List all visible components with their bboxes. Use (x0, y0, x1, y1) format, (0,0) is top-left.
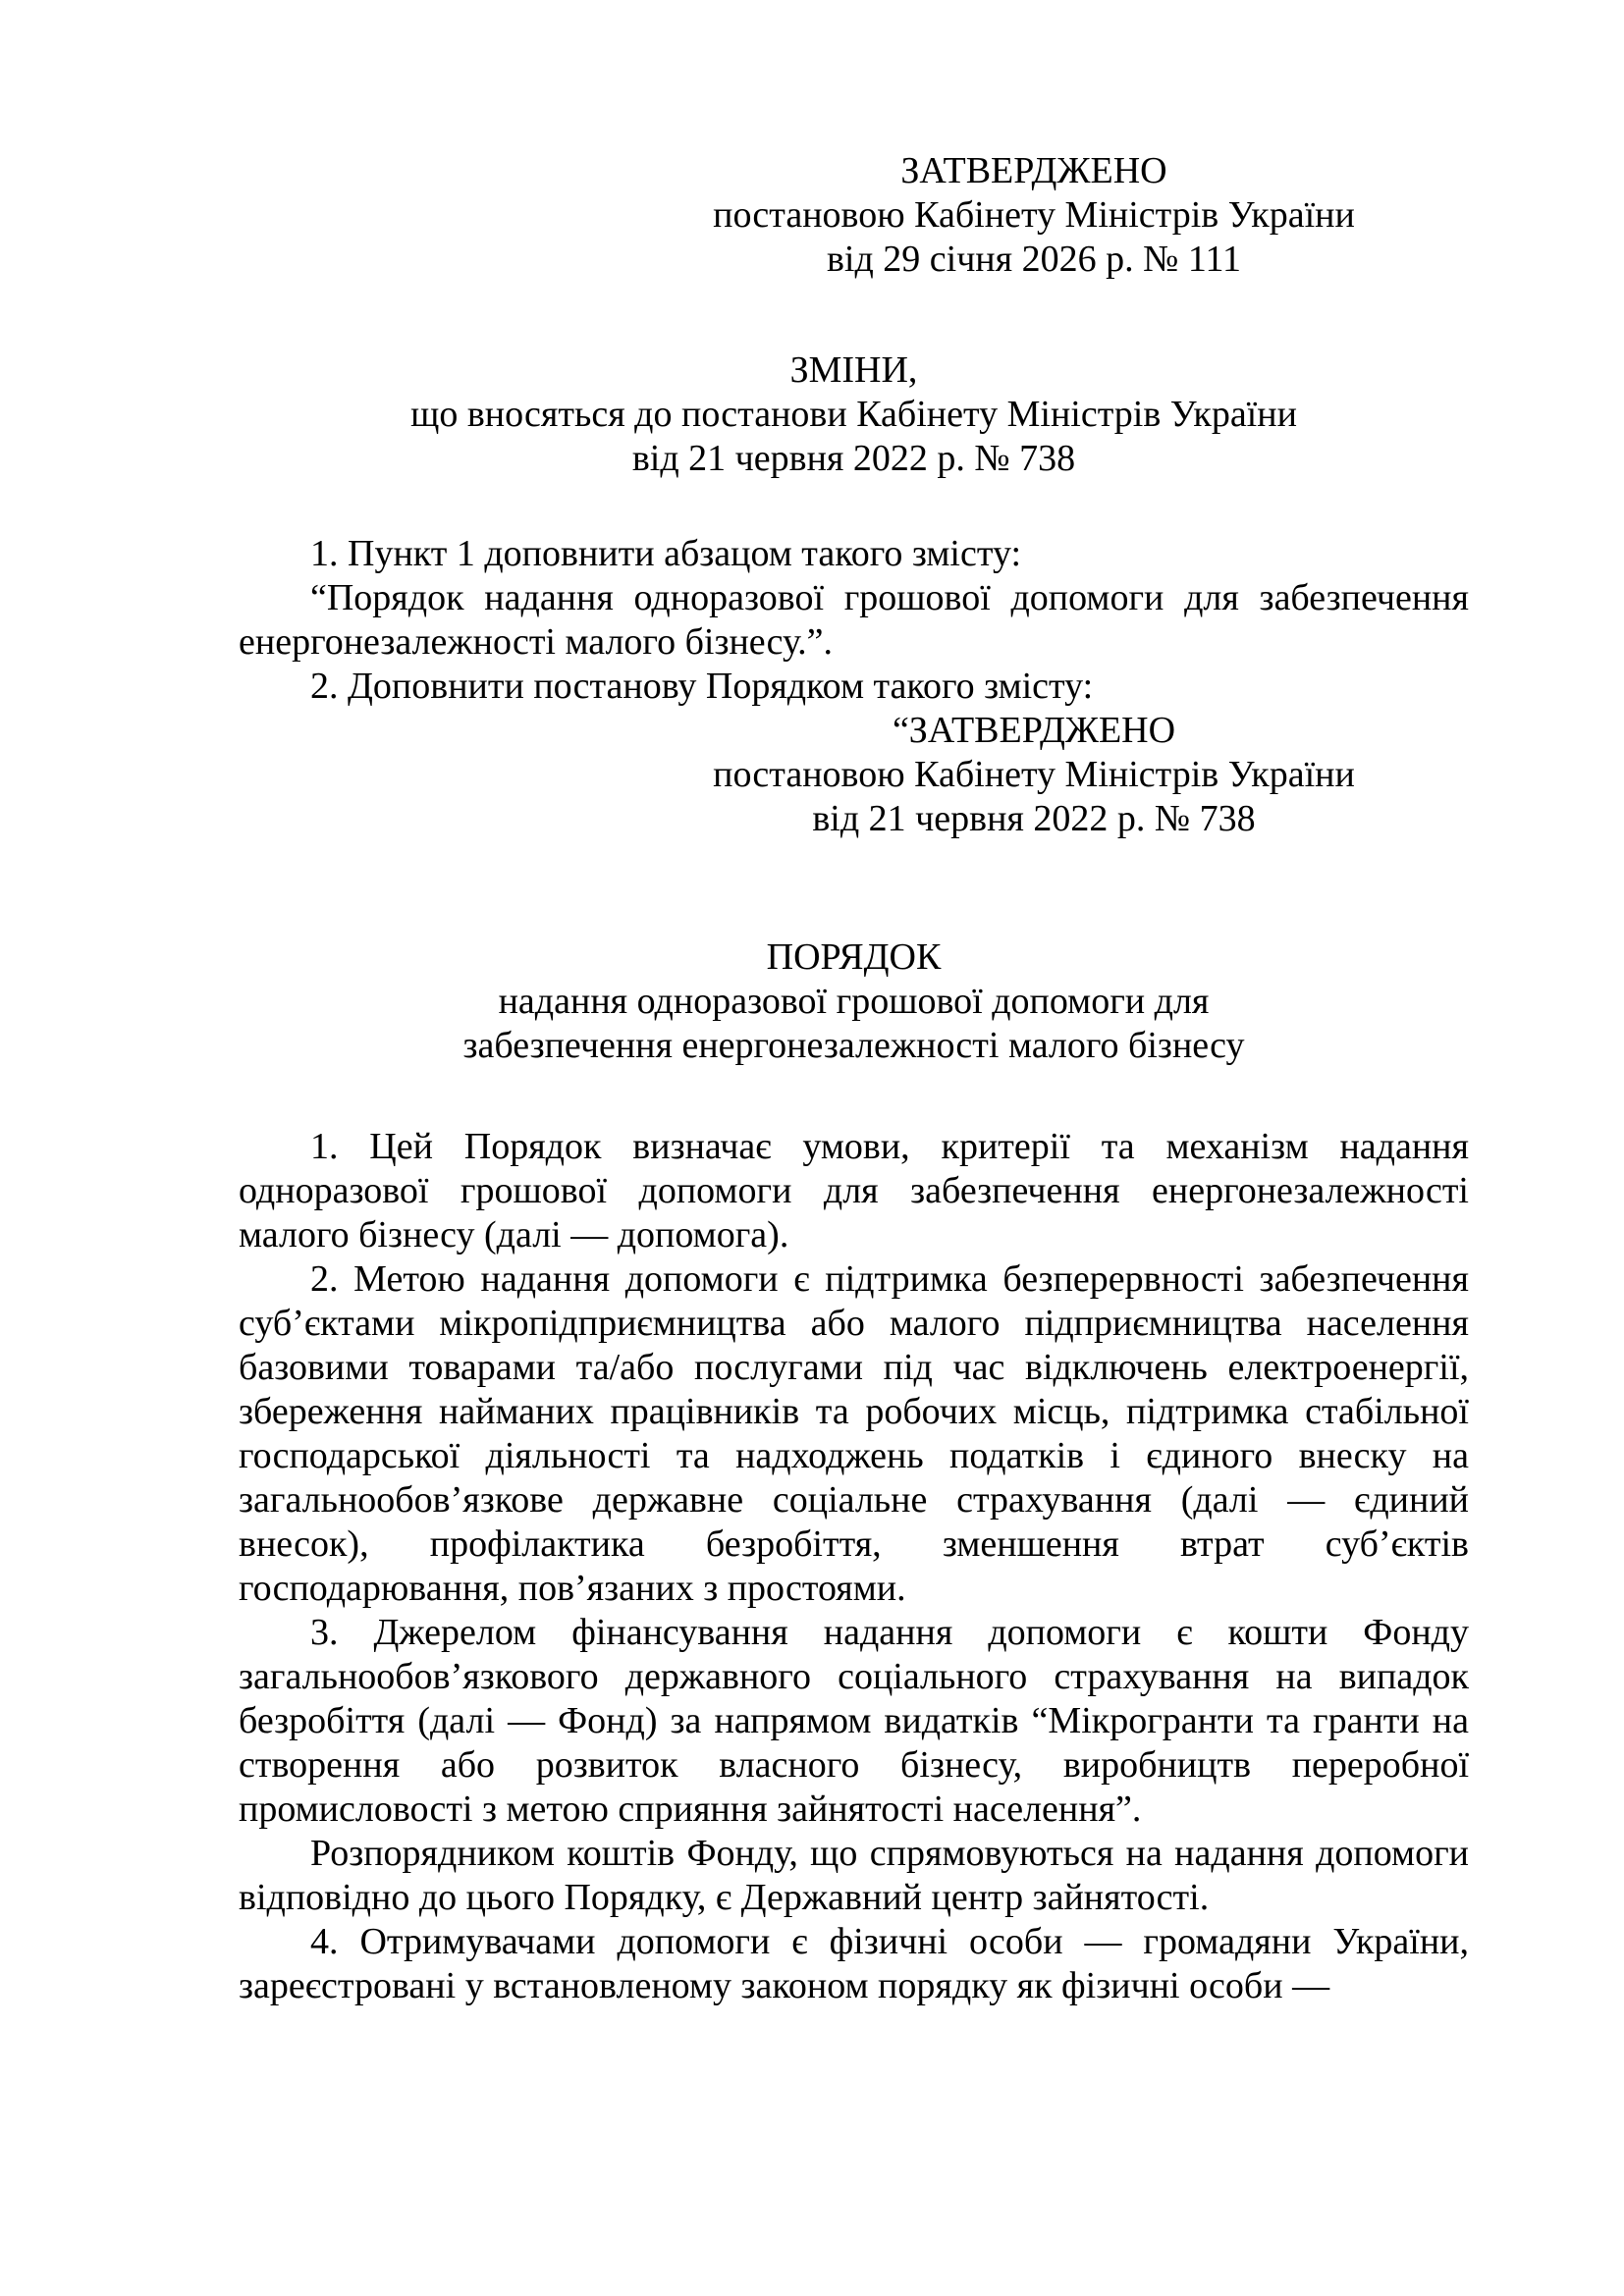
changes-heading-line-3: від 21 червня 2022 р. № 738 (631, 438, 1076, 479)
approval-top-line-3: від 29 січня 2026 р. № 111 (826, 239, 1242, 280)
approval-inner-line-2: постановою Кабінету Міністрів України (713, 754, 1355, 795)
approval-inner-line-3: від 21 червня 2022 р. № 738 (812, 798, 1256, 839)
order-paragraph-3a: Розпорядником коштів Фонду, що спрямовуються на надання допомоги відповідно до цього Порядку, є Державний центр зайнятості. (239, 1833, 1469, 1918)
clause-1-quoted-text: “Порядок надання одноразової грошової допомоги для забезпечення енергонезалежності малого бізнесу.”. (239, 577, 1469, 663)
order-paragraph-1: 1. Цей Порядок визначає умови, критерії та механізм надання одноразової грошової допомоги для забезпечення енергонезалежності малого бізнесу (далі — допомога). (239, 1126, 1469, 1255)
approval-inner-line-1: “ЗАТВЕРДЖЕНО (892, 710, 1176, 751)
approval-stamp-top (690, 149, 1378, 282)
changes-heading-line-1: ЗМІНИ, (789, 349, 918, 391)
approval-top-line-2: постановою Кабінету Міністрів України (713, 194, 1355, 236)
order-heading-line-3: забезпечення енергонезалежності малого бізнесу (462, 1025, 1245, 1066)
order-paragraph-4: 4. Отримувачами допомоги є фізичні особи — громадяни України, зареєстровані у встановленому законом порядку як фізичні особи — (239, 1921, 1469, 2006)
changes-heading-line-2: що вносяться до постанови Кабінету Міністрів України (410, 394, 1297, 435)
order-heading-line-1: ПОРЯДОК (766, 936, 942, 978)
clause-2: 2. Доповнити постанову Порядком такого змісту: (310, 666, 1094, 707)
order-heading (239, 935, 1469, 1068)
order-heading-line-2: надання одноразової грошової допомоги для (498, 981, 1210, 1022)
order-paragraph-2: 2. Метою надання допомоги є підтримка безперервності забезпечення суб’єктами мікропідприємництва або малого підприємництва населення базовими товарами та/або послугами під час відключень електроенергії, збереження найманих працівників та робочих місць, підтримка стабільної господарської діяльності та надходжень податків і єдиного внеску на загальнообов’язкове державне соціальне страхування (далі — єдиний внесок), профілактика безробіття, зменшення втрат суб’єктів господарювання, пов’язаних з простоями. (239, 1258, 1469, 1609)
approval-top-line-1: ЗАТВЕРДЖЕНО (900, 150, 1167, 191)
approval-stamp-inner (690, 709, 1378, 841)
clause-1: 1. Пункт 1 доповнити абзацом такого змісту: (310, 533, 1022, 574)
order-paragraph-3: 3. Джерелом фінансування надання допомоги є кошти Фонду загальнообов’язкового державного соціального страхування на випадок безробіття (далі — Фонд) за напрямом видатків “Мікрогранти та гранти на створення або розвиток власного бізнесу, виробництв переробної промисловості з метою сприяння зайнятості населення”. (239, 1612, 1469, 1830)
changes-heading (239, 348, 1469, 481)
